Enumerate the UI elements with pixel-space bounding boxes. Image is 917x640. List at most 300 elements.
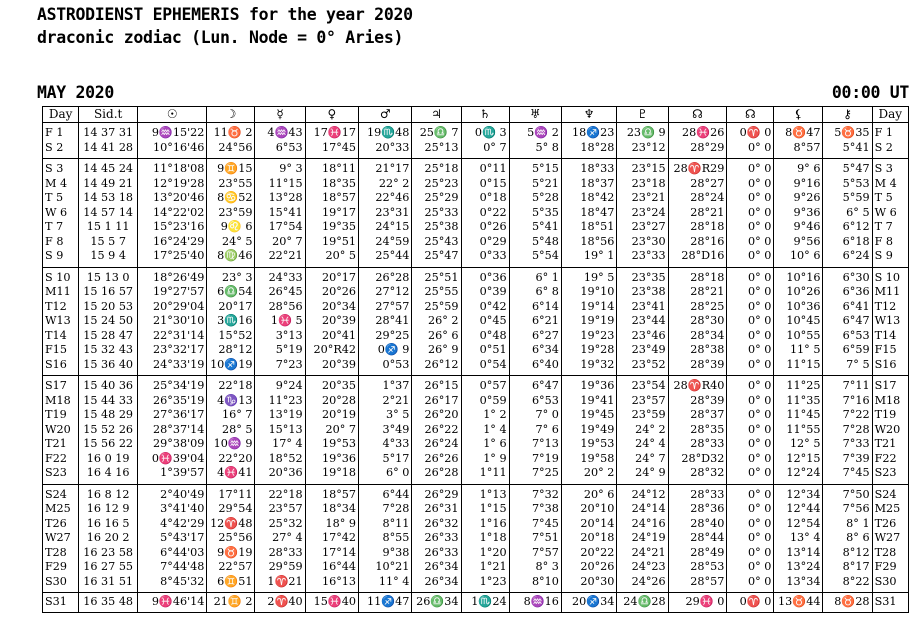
ephemeris-cell: 6° 8	[509, 285, 561, 300]
day-cell: T21	[43, 437, 79, 452]
ephemeris-cell: 16 0 19	[79, 452, 138, 467]
table-row	[43, 437, 909, 452]
table-row	[43, 206, 909, 221]
ephemeris-cell: 28°D16	[668, 249, 727, 267]
ephemeris-cell: 13° 4	[774, 531, 823, 546]
ephemeris-cell: 28°33	[668, 437, 727, 452]
ephemeris-cell: 5°54	[509, 249, 561, 267]
ephemeris-cell: 18°11	[305, 159, 358, 177]
ephemeris-cell: 8° 1	[823, 517, 872, 532]
ephemeris-cell: 24°19	[617, 531, 668, 546]
ephemeris-cell: 0°54	[461, 358, 509, 376]
table-row	[43, 546, 909, 561]
ephemeris-cell: 28°30	[668, 314, 727, 329]
day-cell: S 3	[872, 159, 908, 177]
ephemeris-cell: 18°52	[255, 452, 305, 467]
ephemeris-cell: 20°30	[561, 575, 617, 593]
ephemeris-cell: 7°51	[509, 531, 561, 546]
ephemeris-cell: 26°29	[412, 484, 461, 502]
ephemeris-cell: 8°22	[823, 575, 872, 593]
ephemeris-cell: 19°53	[305, 437, 358, 452]
ephemeris-cell: 1°21	[461, 560, 509, 575]
ephemeris-cell: 7°23	[255, 358, 305, 376]
ephemeris-cell: 15 52 26	[79, 423, 138, 438]
ephemeris-cell: 28°21	[668, 285, 727, 300]
ephemeris-cell: 1° 9	[461, 452, 509, 467]
ephemeris-cell: 12°44	[774, 502, 823, 517]
ephemeris-cell: 28°25	[668, 300, 727, 315]
ephemeris-cell: 0°29	[461, 235, 509, 250]
ephemeris-cell: 0° 0	[727, 408, 774, 423]
ephemeris-cell: 28°38	[668, 343, 727, 358]
ephemeris-cell: 0♏ 3	[461, 123, 509, 141]
ephemeris-cell: 23°30	[617, 235, 668, 250]
day-cell: S24	[43, 484, 79, 502]
ephemeris-cell: 25°29	[412, 191, 461, 206]
ephemeris-cell: 28°27	[668, 177, 727, 192]
table-row	[43, 267, 909, 285]
ephemeris-cell: 19°41	[561, 394, 617, 409]
ephemeris-cell: 4°42'29	[138, 517, 207, 532]
mercury-symbol-header: ☿	[255, 107, 305, 123]
day-cell: M18	[872, 394, 908, 409]
ephemeris-cell: 26°31	[412, 502, 461, 517]
ephemeris-cell: 18°34	[305, 502, 358, 517]
table-row	[43, 575, 909, 593]
ephemeris-cell: 18°42	[561, 191, 617, 206]
day-cell: F15	[43, 343, 79, 358]
ephemeris-cell: 26°33	[412, 546, 461, 561]
day-cell: W13	[43, 314, 79, 329]
ephemeris-cell: 28°34	[668, 329, 727, 344]
ephemeris-cell: 5°21	[509, 177, 561, 192]
ephemeris-cell: 17°45	[305, 141, 358, 159]
ephemeris-cell: 7° 0	[509, 408, 561, 423]
ephemeris-cell: 9° 3	[255, 159, 305, 177]
ephemeris-cell: 19°45	[561, 408, 617, 423]
ephemeris-cell: 16 23 58	[79, 546, 138, 561]
ephemeris-cell: 28°37	[668, 408, 727, 423]
ephemeris-subtitle: draconic zodiac (Lun. Node = 0° Aries)	[37, 28, 404, 47]
ephemeris-cell: 23°21	[617, 191, 668, 206]
ephemeris-cell: 17°14	[305, 546, 358, 561]
ephemeris-cell: 17°25'40	[138, 249, 207, 267]
ephemeris-cell: 24°59	[359, 235, 412, 250]
ephemeris-cell: 24° 2	[617, 423, 668, 438]
ephemeris-cell: 28°24	[668, 191, 727, 206]
ephemeris-cell: 18°51	[561, 220, 617, 235]
ephemeris-cell: 24° 7	[617, 452, 668, 467]
ephemeris-cell: 28°40	[668, 517, 727, 532]
ephemeris-cell: 28°57	[668, 575, 727, 593]
ephemeris-cell: 26°26	[412, 452, 461, 467]
table-row	[43, 484, 909, 502]
ephemeris-cell: 23°49	[617, 343, 668, 358]
day-cell: T12	[43, 300, 79, 315]
ephemeris-cell: 11♐47	[359, 593, 412, 613]
ephemeris-cell: 14 37 31	[79, 123, 138, 141]
ephemeris-cell: 20° 2	[561, 466, 617, 484]
day-cell: T14	[43, 329, 79, 344]
ephemeris-cell: 20°35	[305, 376, 358, 394]
ephemeris-cell: 0° 0	[727, 329, 774, 344]
ephemeris-cell: 19°27'57	[138, 285, 207, 300]
ephemeris-cell: 18° 9	[305, 517, 358, 532]
ephemeris-cell: 28°18	[668, 220, 727, 235]
ephemeris-cell: 28°21	[668, 206, 727, 221]
ephemeris-cell: 20° 7	[255, 235, 305, 250]
ephemeris-cell: 11°35	[774, 394, 823, 409]
ephemeris-cell: 8°57	[774, 141, 823, 159]
ephemeris-cell: 0° 0	[727, 358, 774, 376]
ephemeris-cell: 16 8 12	[79, 484, 138, 502]
ephemeris-cell: 11°25	[774, 376, 823, 394]
ephemeris-cell: 15°41	[255, 206, 305, 221]
day-cell: T 5	[43, 191, 79, 206]
ephemeris-cell: 0° 0	[727, 466, 774, 484]
ephemeris-cell: 0° 0	[727, 531, 774, 546]
ephemeris-cell: 24°14	[617, 502, 668, 517]
day-cell: S30	[43, 575, 79, 593]
ephemeris-cell: 25°38	[412, 220, 461, 235]
ephemeris-cell: 15 16 57	[79, 285, 138, 300]
ephemeris-cell: 11°23	[255, 394, 305, 409]
ephemeris-cell: 1°16	[461, 517, 509, 532]
ephemeris-cell: 4♓41	[207, 466, 255, 484]
ephemeris-cell: 15 5 7	[79, 235, 138, 250]
ephemeris-cell: 7°32	[509, 484, 561, 502]
table-row	[43, 191, 909, 206]
ephemeris-cell: 20° 6	[561, 484, 617, 502]
week-group	[43, 484, 909, 593]
ephemeris-cell: 6°47	[509, 376, 561, 394]
day-cell: W20	[43, 423, 79, 438]
sun-symbol-header: ☉	[138, 107, 207, 123]
ephemeris-cell: 15°23'16	[138, 220, 207, 235]
ephemeris-cell: 28♓26	[668, 123, 727, 141]
ephemeris-cell: 15 28 47	[79, 329, 138, 344]
ephemeris-title: ASTRODIENST EPHEMERIS for the year 2020	[37, 5, 413, 24]
day-cell: M 4	[43, 177, 79, 192]
ephemeris-cell: 28°41	[359, 314, 412, 329]
ephemeris-cell: 5°41	[509, 220, 561, 235]
ephemeris-cell: 12♈48	[207, 517, 255, 532]
ephemeris-cell: 10°26	[774, 285, 823, 300]
day-cell: S 9	[43, 249, 79, 267]
ephemeris-cell: 8♒16	[509, 593, 561, 613]
ephemeris-cell: 28♈R29	[668, 159, 727, 177]
table-row	[43, 423, 909, 438]
ephemeris-cell: 0° 0	[727, 300, 774, 315]
ephemeris-cell: 28°D32	[668, 452, 727, 467]
ephemeris-cell: 24°12	[617, 484, 668, 502]
table-row	[43, 300, 909, 315]
ephemeris-cell: 20°26	[305, 285, 358, 300]
ephemeris-cell: 11°15	[774, 358, 823, 376]
ephemeris-cell: 5♉35	[823, 123, 872, 141]
ephemeris-cell: 0° 0	[727, 560, 774, 575]
ephemeris-cell: 9♉19	[207, 546, 255, 561]
week-group	[43, 376, 909, 485]
ephemeris-cell: 18°47	[561, 206, 617, 221]
ephemeris-cell: 28°44	[668, 531, 727, 546]
ephemeris-cell: 26°34	[412, 575, 461, 593]
ephemeris-cell: 25°51	[412, 267, 461, 285]
day-cell: S16	[872, 358, 908, 376]
ephemeris-cell: 6♊51	[207, 575, 255, 593]
ephemeris-cell: 0°59	[461, 394, 509, 409]
ephemeris-cell: 12°54	[774, 517, 823, 532]
ephemeris-cell: 25♎ 7	[412, 123, 461, 141]
saturn-symbol-header: ♄	[461, 107, 509, 123]
ephemeris-cell: 6°34	[509, 343, 561, 358]
table-row	[43, 452, 909, 467]
pluto-symbol-header: ♇	[617, 107, 668, 123]
true-node-symbol-header: ☊	[727, 107, 774, 123]
ephemeris-cell: 1° 2	[461, 408, 509, 423]
day-cell: S 2	[872, 141, 908, 159]
ephemeris-cell: 28°53	[668, 560, 727, 575]
ephemeris-cell: 12°19'28	[138, 177, 207, 192]
ephemeris-cell: 19°53	[561, 437, 617, 452]
day-cell: S23	[43, 466, 79, 484]
ephemeris-cell: 22°46	[359, 191, 412, 206]
neptune-symbol-header: ♆	[561, 107, 617, 123]
ephemeris-cell: 0° 0	[727, 394, 774, 409]
ephemeris-cell: 20°22	[561, 546, 617, 561]
ephemeris-cell: 9° 6	[774, 159, 823, 177]
ephemeris-cell: 20°14	[561, 517, 617, 532]
ephemeris-cell: 2♈40	[255, 593, 305, 613]
ephemeris-cell: 25°13	[412, 141, 461, 159]
ephemeris-cell: 5°17	[359, 452, 412, 467]
ephemeris-cell: 26°28	[412, 466, 461, 484]
ephemeris-cell: 0♓39'04	[138, 452, 207, 467]
day-cell: S 10	[872, 267, 908, 285]
ephemeris-cell: 23°46	[617, 329, 668, 344]
ephemeris-cell: 25°32	[255, 517, 305, 532]
ephemeris-cell: 10°45	[774, 314, 823, 329]
day-cell: S17	[43, 376, 79, 394]
ephemeris-cell: 20°39	[305, 358, 358, 376]
day-cell: F29	[872, 560, 908, 575]
day-cell: S30	[872, 575, 908, 593]
ephemeris-cell: 5°35	[509, 206, 561, 221]
day-cell: M25	[43, 502, 79, 517]
ephemeris-cell: 7°11	[823, 376, 872, 394]
ephemeris-cell: 8♍46	[207, 249, 255, 267]
header-day: Day	[872, 107, 908, 123]
time-label: 00:00 UT	[831, 83, 909, 102]
ephemeris-cell: 1°11	[461, 466, 509, 484]
ephemeris-cell: 15 40 36	[79, 376, 138, 394]
ephemeris-cell: 0° 0	[727, 484, 774, 502]
ephemeris-cell: 0° 0	[727, 575, 774, 593]
ephemeris-cell: 10°55	[774, 329, 823, 344]
day-cell: W27	[872, 531, 908, 546]
day-cell: T14	[872, 329, 908, 344]
ephemeris-cell: 6°12	[823, 220, 872, 235]
day-cell: W13	[872, 314, 908, 329]
ephemeris-cell: 23°59	[617, 408, 668, 423]
ephemeris-cell: 10°21	[359, 560, 412, 575]
ephemeris-cell: 19°10	[561, 285, 617, 300]
ephemeris-cell: 26°28	[359, 267, 412, 285]
ephemeris-cell: 23°32'17	[138, 343, 207, 358]
ephemeris-cell: 15 56 22	[79, 437, 138, 452]
ephemeris-cell: 8°55	[359, 531, 412, 546]
ephemeris-cell: 0° 0	[727, 191, 774, 206]
ephemeris-cell: 1♈21	[255, 575, 305, 593]
ephemeris-cell: 3°13	[255, 329, 305, 344]
ephemeris-cell: 6♎54	[207, 285, 255, 300]
ephemeris-cell: 24° 5	[207, 235, 255, 250]
ephemeris-cell: 6°14	[509, 300, 561, 315]
ephemeris-cell: 11°18'08	[138, 159, 207, 177]
ephemeris-cell: 9°26	[774, 191, 823, 206]
ephemeris-cell: 9♓46'14	[138, 593, 207, 613]
ephemeris-cell: 23°15	[617, 159, 668, 177]
ephemeris-cell: 26°45	[255, 285, 305, 300]
ephemeris-cell: 1♏24	[461, 593, 509, 613]
ephemeris-cell: 5°43'17	[138, 531, 207, 546]
ephemeris-cell: 27° 4	[255, 531, 305, 546]
ephemeris-cell: 1°37	[359, 376, 412, 394]
ephemeris-cell: 13°24	[774, 560, 823, 575]
ephemeris-cell: 23°55	[207, 177, 255, 192]
ephemeris-cell: 25°43	[412, 235, 461, 250]
ephemeris-cell: 0°26	[461, 220, 509, 235]
ephemeris-cell: 15 44 33	[79, 394, 138, 409]
ephemeris-cell: 18°37	[561, 177, 617, 192]
ephemeris-cell: 26°22	[412, 423, 461, 438]
ephemeris-cell: 23°54	[617, 376, 668, 394]
ephemeris-cell: 15 13 0	[79, 267, 138, 285]
ephemeris-cell: 26♎34	[412, 593, 461, 613]
day-cell: M 4	[872, 177, 908, 192]
ephemeris-cell: 15 1 11	[79, 220, 138, 235]
ephemeris-cell: 25°55	[412, 285, 461, 300]
ephemeris-cell: 25°47	[412, 249, 461, 267]
ephemeris-cell: 27°36'17	[138, 408, 207, 423]
ephemeris-cell: 7°16	[823, 394, 872, 409]
ephemeris-cell: 11♉ 2	[207, 123, 255, 141]
ephemeris-cell: 10♒ 9	[207, 437, 255, 452]
ephemeris-cell: 9°16	[774, 177, 823, 192]
ephemeris-cell: 19°18	[305, 466, 358, 484]
ephemeris-cell: 15°13	[255, 423, 305, 438]
day-cell: F 8	[43, 235, 79, 250]
ephemeris-cell: 1°39'57	[138, 466, 207, 484]
ephemeris-cell: 16 20 2	[79, 531, 138, 546]
ephemeris-cell: 18°57	[305, 484, 358, 502]
ephemeris-cell: 12°15	[774, 452, 823, 467]
ephemeris-cell: 22°20	[207, 452, 255, 467]
day-cell: T 5	[872, 191, 908, 206]
ephemeris-cell: 23°44	[617, 314, 668, 329]
ephemeris-cell: 19°32	[561, 358, 617, 376]
ephemeris-cell: 20°41	[305, 329, 358, 344]
ephemeris-cell: 13°34	[774, 575, 823, 593]
ephemeris-cell: 28°16	[668, 235, 727, 250]
ephemeris-cell: 19°51	[305, 235, 358, 250]
ephemeris-cell: 20°36	[255, 466, 305, 484]
venus-symbol-header: ♀	[305, 107, 358, 123]
ephemeris-cell: 0° 0	[727, 249, 774, 267]
ephemeris-cell: 18°56	[561, 235, 617, 250]
ephemeris-cell: 5°48	[509, 235, 561, 250]
ephemeris-cell: 0°22	[461, 206, 509, 221]
ephemeris-cell: 6°36	[823, 285, 872, 300]
mars-symbol-header: ♂	[359, 107, 412, 123]
day-cell: M11	[872, 285, 908, 300]
ephemeris-cell: 13°20'46	[138, 191, 207, 206]
ephemeris-cell: 18°35	[305, 177, 358, 192]
moon-symbol-header: ☽	[207, 107, 255, 123]
ephemeris-cell: 29°25	[359, 329, 412, 344]
header-sidt: Sid.t	[79, 107, 138, 123]
ephemeris-cell: 26°17	[412, 394, 461, 409]
ephemeris-cell: 9°46	[774, 220, 823, 235]
ephemeris-cell: 4♑13	[207, 394, 255, 409]
ephemeris-cell: 10♐19	[207, 358, 255, 376]
ephemeris-cell: 1°15	[461, 502, 509, 517]
week-group	[43, 593, 909, 613]
ephemeris-cell: 8°17	[823, 560, 872, 575]
ephemeris-cell: 7°33	[823, 437, 872, 452]
day-cell: M25	[872, 502, 908, 517]
ephemeris-cell: 7°25	[509, 466, 561, 484]
day-cell: W 6	[43, 206, 79, 221]
ephemeris-cell: 28°56	[255, 300, 305, 315]
ephemeris-cell: 6°27	[509, 329, 561, 344]
ephemeris-cell: 11° 5	[774, 343, 823, 358]
week-group	[43, 267, 909, 376]
ephemeris-cell: 17°42	[305, 531, 358, 546]
ephemeris-cell: 0°15	[461, 177, 509, 192]
ephemeris-cell: 19°19	[561, 314, 617, 329]
ephemeris-cell: 28°33	[668, 484, 727, 502]
ephemeris-cell: 10°16	[774, 267, 823, 285]
table-row	[43, 343, 909, 358]
lilith-symbol-header: ⚸	[774, 107, 823, 123]
ephemeris-cell: 12°34	[774, 484, 823, 502]
ephemeris-cell: 25°59	[412, 300, 461, 315]
ephemeris-cell: 23°31	[359, 206, 412, 221]
ephemeris-cell: 28° 5	[207, 423, 255, 438]
ephemeris-cell: 28°36	[668, 502, 727, 517]
table-row	[43, 329, 909, 344]
ephemeris-cell: 23°12	[617, 141, 668, 159]
table-row	[43, 466, 909, 484]
ephemeris-cell: 15 20 53	[79, 300, 138, 315]
ephemeris-cell: 12°24	[774, 466, 823, 484]
ephemeris-cell: 17° 4	[255, 437, 305, 452]
ephemeris-cell: 9°56	[774, 235, 823, 250]
ephemeris-cell: 6°59	[823, 343, 872, 358]
ephemeris-cell: 20°33	[359, 141, 412, 159]
day-cell: F 8	[872, 235, 908, 250]
ephemeris-cell: 0°48	[461, 329, 509, 344]
ephemeris-cell: 24°33	[255, 267, 305, 285]
ephemeris-cell: 1°20	[461, 546, 509, 561]
day-cell: F29	[43, 560, 79, 575]
ephemeris-cell: 19°28	[561, 343, 617, 358]
ephemeris-cell: 0°53	[359, 358, 412, 376]
table-row	[43, 249, 909, 267]
ephemeris-cell: 15 9 4	[79, 249, 138, 267]
ephemeris-cell: 6° 1	[509, 267, 561, 285]
